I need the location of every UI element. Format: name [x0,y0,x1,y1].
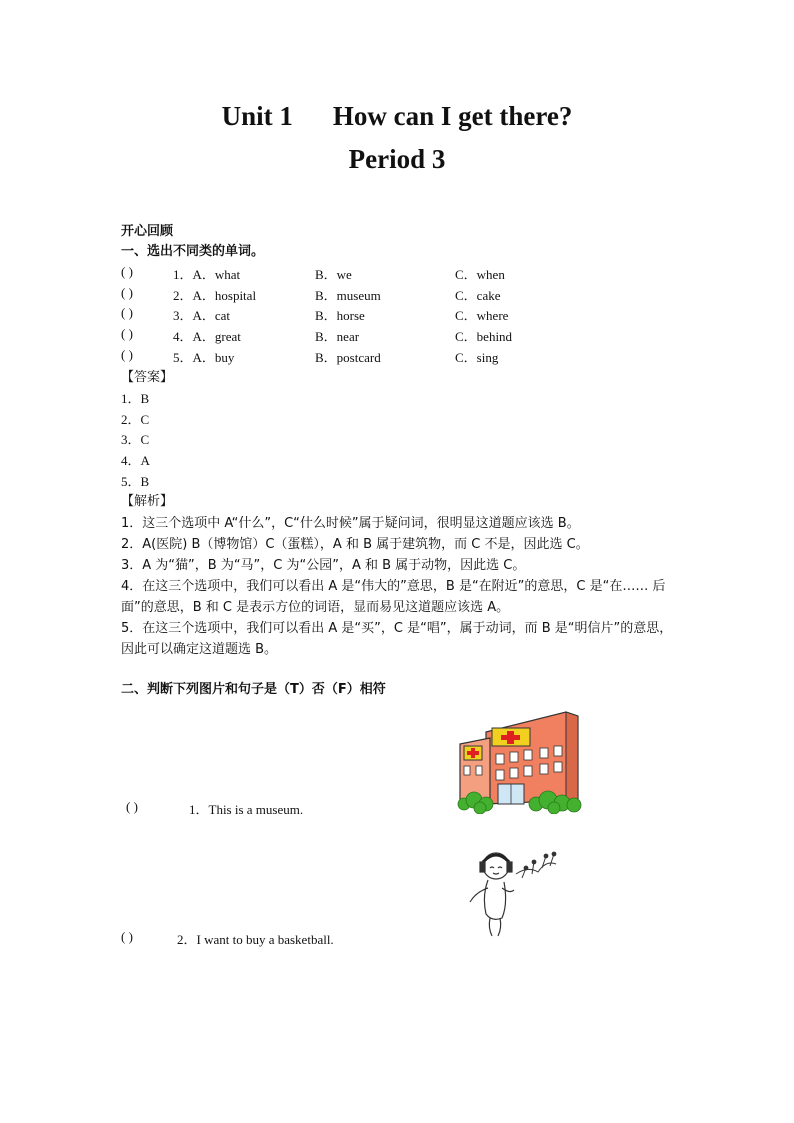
option-c: C．where [455,308,509,324]
analysis-1: 1．这三个选项中 A“什么”，C“什么时候”属于疑问词，很明显这道题应该选 B。 [121,516,580,531]
option-b: B．horse [315,308,365,324]
answer-paren[interactable]: ( ) [121,284,133,300]
option-b: B．postcard [315,349,381,365]
option-a: 2．A．hospital [173,287,257,303]
option-a: 4．A．great [173,329,241,345]
part2-q2-text: 2．I want to buy a basketball. [177,932,334,947]
hospital-picture [456,704,586,814]
part1-heading: 一、选出不同类的单词。 [121,244,265,259]
title-line-1 [0,101,794,132]
option-c: C．cake [455,287,501,303]
answer-paren[interactable]: ( ) [121,305,133,321]
answer-paren[interactable]: ( ) [121,346,133,362]
part2-heading: 二、判断下列图片和句子是（T）否（F）相符 [121,682,386,697]
answer-item: 5．B [121,473,150,489]
option-a: 5．A．buy [173,349,235,365]
option-a: 1．A．what [173,267,241,282]
answer-item: 3．C [121,432,150,448]
analysis-4: 4．在这三个选项中，我们可以看出 A 是“伟大的”意思，B 是“在附近”的意思，C 是“在…… 后面”的意思，B 和 C 是表示方位的词语，显而易见这道题应该选 A。 [121,579,666,615]
unit-label: Unit 1 [221,101,293,131]
part2-q2-paren[interactable]: ( ) [121,929,133,944]
analysis-label: 【解析】 [121,494,174,509]
analysis-5: 5．在这三个选项中，我们可以看出 A 是“买”，C 是“唱”，属于动词，而 B 是“明信片”的意思，因此可以确定这道题选 B。 [121,621,673,657]
option-a: 3．A．cat [173,308,231,324]
part2-q1-text: 1．This is a museum. [189,802,304,817]
answer-label: 【答案】 [121,370,174,385]
person-headphones-picture [462,844,566,940]
answer-item: 1．B [121,391,150,406]
period-title: Period 3 [348,144,446,174]
option-c: C．sing [455,349,499,365]
option-b: B．near [315,329,360,345]
answer-paren[interactable]: ( ) [121,326,133,342]
answer-item: 2．C [121,411,150,427]
part2-q1-paren[interactable]: ( ) [126,799,138,814]
answer-item: 4．A [121,453,150,469]
analysis-2: 2．A(医院) B（博物馆）C（蛋糕），A 和 B 属于建筑物，而 C 不是，因此选 C。 [121,537,589,552]
option-c: C．behind [455,329,513,345]
option-b: B．museum [315,287,381,303]
section-review-heading: 开心回顾 [121,224,174,239]
answer-paren[interactable]: ( ) [121,264,133,279]
analysis-3: 3．A 为“猫”，B 为“马”，C 为“公园”，A 和 B 属于动物，因此选 C。 [121,558,526,573]
unit-title: How can I get there? [332,101,573,131]
option-c: C．when [455,267,505,282]
option-b: B．we [315,267,352,282]
